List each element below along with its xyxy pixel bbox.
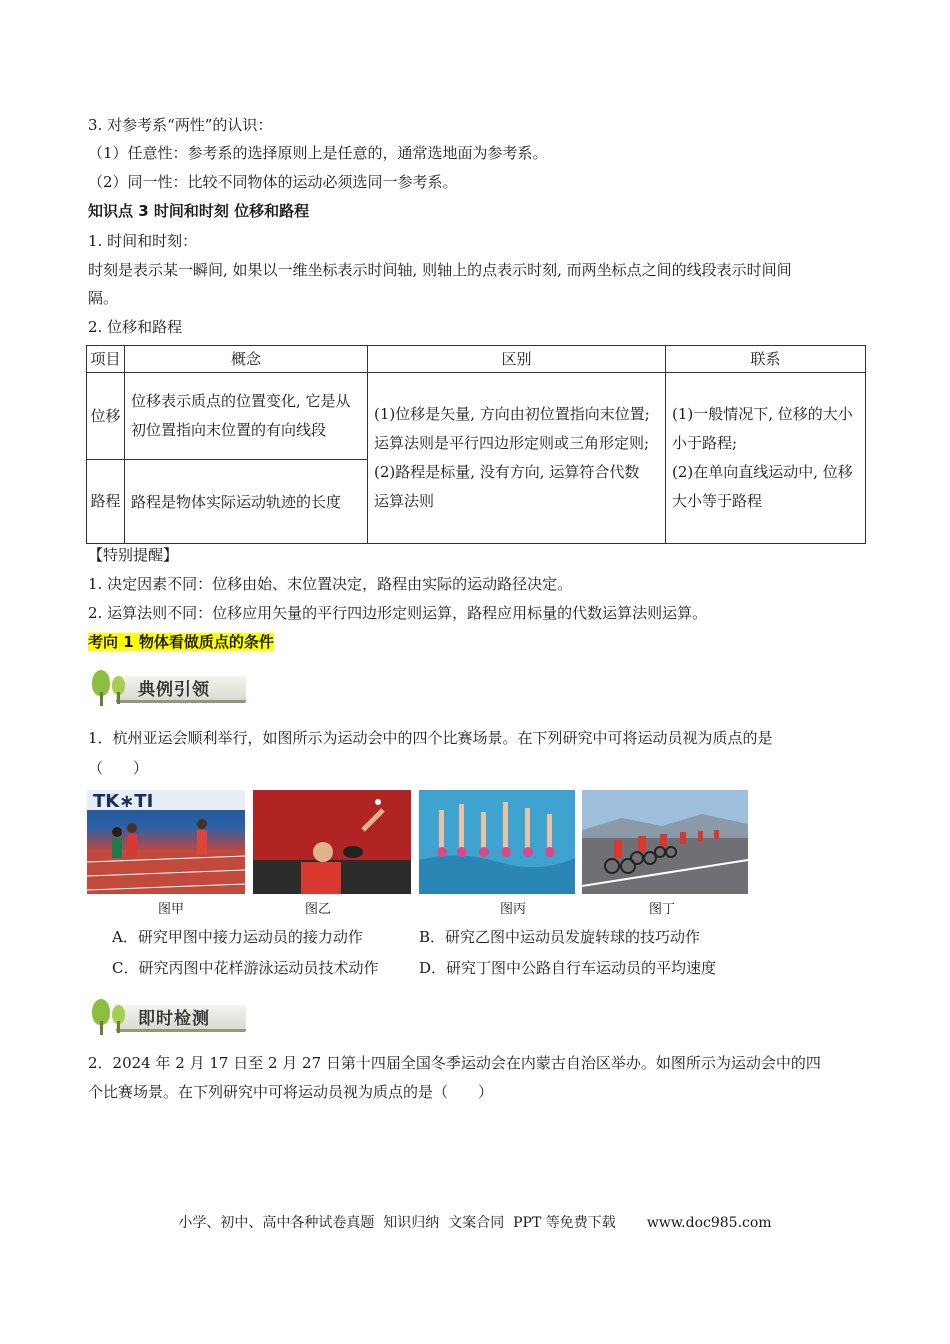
q2-stem-line1: 2．2024 年 2 月 17 日至 2 月 27 日第十四届全国冬季运动会在内蒙古自治区举办。如图所示为运动会中的四 [88, 1054, 821, 1072]
kp3-heading: 知识点 3 时间和时刻 位移和路程 [88, 202, 310, 220]
section3-point1: （1）任意性：参考系的选择原则上是任意的，通常选地面为参考系。 [88, 144, 548, 162]
check-banner-label: 即时检测 [138, 1009, 210, 1029]
tree-trunk [100, 1021, 103, 1035]
kp3-s1-text-line2: 隔。 [88, 289, 119, 307]
table-header-difference: 区别 [368, 346, 666, 373]
relation-point1: (1)一般情况下, 位移的大小小于路程; [672, 405, 853, 452]
row-distance-concept: 路程是物体实际运动轨迹的长度 [125, 460, 368, 544]
table-row [87, 373, 866, 460]
difference-cell [368, 373, 666, 544]
q1-option-d: D．研究丁图中公路自行车运动员的平均速度 [419, 959, 717, 977]
tree-trunk [117, 692, 120, 704]
example-banner-label: 典例引领 [138, 680, 210, 700]
row-displacement-concept: 位移表示质点的位置变化, 它是从初位置指向末位置的有向线段 [125, 373, 368, 460]
photo-road-cycling [582, 790, 748, 894]
kp3-s2-title: 2. 位移和路程 [88, 318, 183, 336]
check-banner [88, 995, 248, 1039]
photo-table-tennis [253, 790, 411, 894]
photo-relay-race [87, 790, 245, 894]
direction1-heading [88, 632, 274, 652]
q2-stem-line2: 个比赛场景。在下列研究中可将运动员视为质点的是（ ） [88, 1083, 494, 1101]
tree-trunk [100, 692, 103, 706]
difference-point1: (1)位移是矢量, 方向由初位置指向末位置; 运算法则是平行四边形定则或三角形定则; [374, 405, 650, 452]
table-header-relation: 联系 [666, 346, 866, 373]
table-header-concept: 概念 [125, 346, 368, 373]
caption-bing: 图丙 [500, 902, 527, 917]
q1-option-c: C．研究丙图中花样游泳运动员技术动作 [112, 959, 379, 977]
direction1-heading-text: 考向 1 物体看做质点的条件 [88, 633, 274, 651]
reminder-point1: 1. 决定因素不同：位移由始、末位置决定，路程由实际的运动路径决定。 [88, 575, 573, 593]
q1-stem-line2: （ ） [88, 759, 149, 777]
q1-option-b: B．研究乙图中运动员发旋转球的技巧动作 [419, 928, 701, 946]
kp3-s1-text-line1: 时刻是表示某一瞬间, 如果以一维坐标表示时间轴, 则轴上的点表示时刻, 而两坐标点之间的线段表示时间间 [88, 261, 792, 279]
difference-point2: (2)路程是标量, 没有方向, 运算符合代数 运算法则 [374, 463, 655, 510]
relay-race-image [87, 790, 245, 894]
row-displacement-label: 位移 [87, 373, 125, 460]
photo-synchronized-swimming [419, 790, 575, 894]
caption-jia: 图甲 [158, 902, 185, 917]
caption-ding: 图丁 [649, 902, 676, 917]
synchronized-swimming-image [419, 790, 575, 894]
table-header-row [87, 346, 866, 373]
relation-point2: (2)在单向直线运动中, 位移大小等于路程 [672, 463, 853, 510]
caption-yi: 图乙 [305, 902, 332, 917]
row-distance-label: 路程 [87, 460, 125, 544]
reminder-point2: 2. 运算法则不同：位移应用矢量的平行四边形定则运算，路程应用标量的代数运算法则运算。 [88, 604, 708, 622]
section3-point2: （2）同一性：比较不同物体的运动必须选同一参考系。 [88, 173, 458, 191]
svg-text:TK∗TI: TK∗TI [93, 791, 154, 812]
section3-title: 3. 对参考系“两性”的认识： [88, 116, 273, 134]
q1-option-a: A．研究甲图中接力运动员的接力动作 [112, 928, 363, 946]
tree-trunk [117, 1021, 120, 1033]
relation-cell [666, 373, 866, 544]
table-tennis-image [253, 790, 411, 894]
comparison-table [86, 345, 866, 544]
reminder-title: 【特别提醒】 [88, 546, 179, 564]
road-cycling-image [582, 790, 748, 894]
example-banner [88, 666, 248, 710]
table-header-item: 项目 [87, 346, 125, 373]
page-footer: 小学、初中、高中各种试卷真题 知识归纳 文案合同 PPT 等免费下载 www.doc985.com [178, 1215, 772, 1231]
q1-stem-line1: 1．杭州亚运会顺利举行，如图所示为运动会中的四个比赛场景。在下列研究中可将运动员视为质点的是 [88, 729, 773, 747]
kp3-s1-title: 1. 时间和时刻： [88, 232, 198, 250]
